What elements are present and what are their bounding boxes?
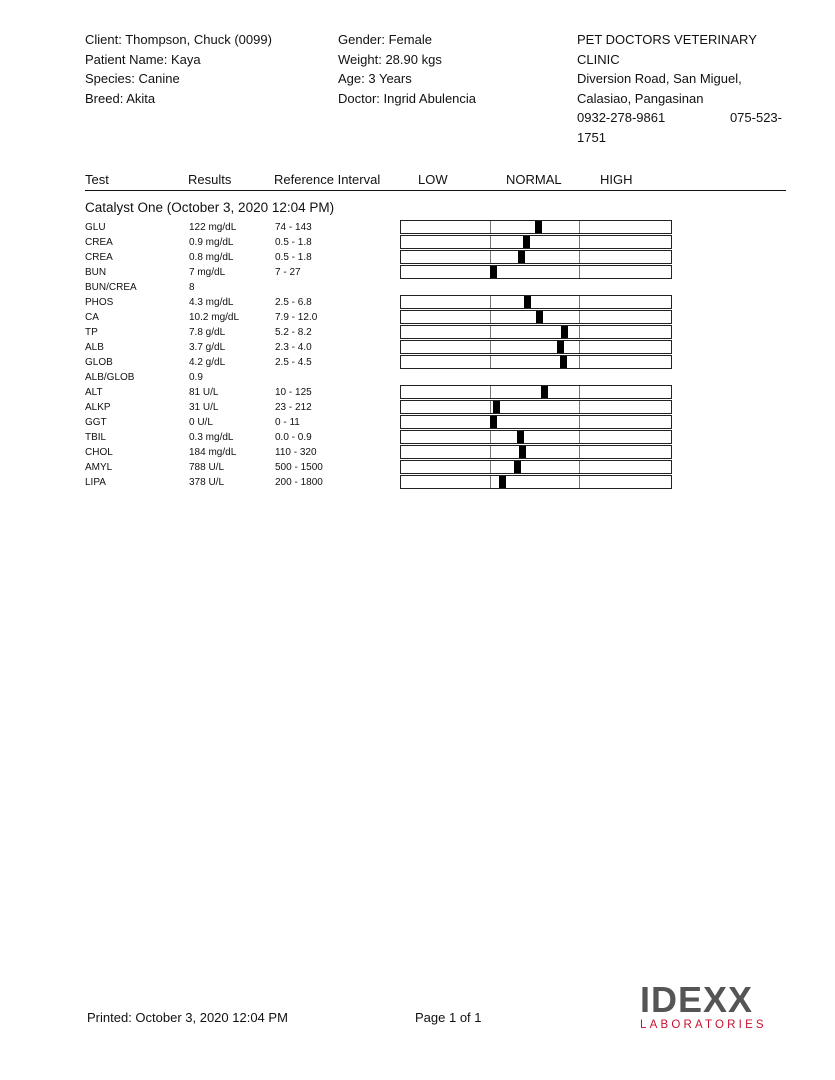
printed-date: Printed: October 3, 2020 12:04 PM [87, 1010, 288, 1025]
test-name: CA [85, 312, 99, 323]
client-name: Client: Thompson, Chuck (0099) [85, 32, 272, 47]
gauge-marker [535, 221, 542, 233]
header-high: HIGH [600, 172, 633, 187]
test-name: ALB [85, 342, 104, 353]
table-row [85, 265, 685, 280]
table-row [85, 310, 685, 325]
gauge-marker [523, 236, 530, 248]
range-gauge [400, 415, 672, 429]
reference-interval: 0.5 - 1.8 [275, 237, 312, 248]
range-gauge [400, 430, 672, 444]
reference-interval: 5.2 - 8.2 [275, 327, 312, 338]
header-low: LOW [418, 172, 448, 187]
gauge-high-divider [579, 461, 580, 473]
results-table-header [85, 172, 786, 191]
gauge-high-divider [579, 386, 580, 398]
table-row [85, 325, 685, 340]
gauge-high-divider [579, 326, 580, 338]
idexx-logo [640, 979, 790, 1033]
reference-interval: 2.5 - 6.8 [275, 297, 312, 308]
test-result: 0.9 [189, 372, 203, 383]
reference-interval: 23 - 212 [275, 402, 312, 413]
test-name: PHOS [85, 297, 114, 308]
gauge-high-divider [579, 311, 580, 323]
logo-wordmark: IDEXX [640, 979, 754, 1020]
weight: Weight: 28.90 kgs [338, 51, 442, 67]
clinic-phone-2-part1: 075-523- [729, 110, 782, 125]
reference-interval: 2.3 - 4.0 [275, 342, 312, 353]
reference-interval: 10 - 125 [275, 387, 312, 398]
test-result: 122 mg/dL [189, 222, 237, 233]
gauge-marker [490, 416, 497, 428]
test-name: AMYL [85, 462, 113, 473]
table-row [85, 430, 685, 445]
gauge-marker [499, 476, 506, 488]
test-name: TP [85, 327, 98, 338]
table-row [85, 280, 685, 295]
header-test: Test [85, 172, 109, 187]
test-result: 7 mg/dL [189, 267, 226, 278]
range-gauge [400, 295, 672, 309]
gauge-low-divider [490, 476, 491, 488]
gauge-low-divider [490, 431, 491, 443]
gauge-high-divider [579, 341, 580, 353]
age: Age: 3 Years [338, 71, 412, 86]
gauge-high-divider [579, 431, 580, 443]
test-result: 4.3 mg/dL [189, 297, 234, 308]
patient-name: Patient Name: Kaya [85, 51, 201, 67]
range-gauge [400, 310, 672, 324]
gauge-high-divider [579, 221, 580, 233]
test-name: TBIL [85, 432, 107, 443]
range-gauge [400, 265, 672, 279]
table-row [85, 355, 685, 370]
test-result: 184 mg/dL [189, 447, 237, 458]
clinic-address-line-1: Diversion Road, San Miguel, [577, 71, 742, 86]
test-name: ALB/GLOB [85, 372, 135, 383]
range-gauge [400, 220, 672, 234]
reference-interval: 7.9 - 12.0 [275, 312, 318, 323]
test-name: BUN [85, 267, 107, 278]
gauge-high-divider [579, 251, 580, 263]
gauge-high-divider [579, 401, 580, 413]
gauge-high-divider [579, 236, 580, 248]
reference-interval: 500 - 1500 [275, 462, 323, 473]
clinic-info [577, 30, 782, 147]
test-name: CREA [85, 237, 113, 248]
test-result: 31 U/L [189, 402, 219, 413]
logo-subtitle: LABORATORIES [640, 1019, 767, 1031]
clinic-name: PET DOCTORS VETERINARY CLINIC [577, 32, 757, 67]
test-result: 4.2 g/dL [189, 357, 226, 368]
header-normal: NORMAL [506, 172, 562, 187]
range-gauge [400, 340, 672, 354]
test-result: 378 U/L [189, 477, 225, 488]
test-name: BUN/CREA [85, 282, 137, 293]
patient-info [85, 30, 272, 108]
table-row [85, 445, 685, 460]
gauge-low-divider [490, 401, 491, 413]
gauge-low-divider [490, 461, 491, 473]
reference-interval: 7 - 27 [275, 267, 301, 278]
gauge-low-divider [490, 296, 491, 308]
gauge-marker [557, 341, 564, 353]
gauge-marker [514, 461, 521, 473]
test-result: 788 U/L [189, 462, 225, 473]
gauge-marker [518, 251, 525, 263]
test-name: LIPA [85, 477, 106, 488]
test-result: 8 [189, 282, 195, 293]
reference-interval: 0.0 - 0.9 [275, 432, 312, 443]
clinic-phone-1: 0932-278-9861 [577, 110, 666, 125]
patient-vitals [338, 30, 476, 108]
table-row [85, 235, 685, 250]
range-gauge [400, 355, 672, 369]
table-row [85, 250, 685, 265]
table-row [85, 460, 685, 475]
breed: Breed: Akita [85, 90, 156, 106]
gauge-high-divider [579, 476, 580, 488]
gauge-low-divider [490, 311, 491, 323]
clinic-phone-2-part2: 1751 [577, 129, 606, 145]
gauge-marker [493, 401, 500, 413]
gauge-high-divider [579, 446, 580, 458]
range-gauge [400, 250, 672, 264]
range-gauge [400, 400, 672, 414]
test-name: GLU [85, 222, 106, 233]
table-row [85, 370, 685, 385]
reference-interval: 74 - 143 [275, 222, 312, 233]
gauge-marker [490, 266, 497, 278]
gauge-high-divider [579, 296, 580, 308]
table-row [85, 295, 685, 310]
gauge-low-divider [490, 251, 491, 263]
gender: Gender: Female [338, 32, 432, 47]
gauge-marker [541, 386, 548, 398]
gauge-low-divider [490, 341, 491, 353]
table-row [85, 340, 685, 355]
test-result: 10.2 mg/dL [189, 312, 240, 323]
gauge-marker [517, 431, 524, 443]
range-gauge [400, 460, 672, 474]
test-name: GGT [85, 417, 107, 428]
reference-interval: 110 - 320 [275, 447, 317, 458]
range-gauge [400, 445, 672, 459]
test-result: 3.7 g/dL [189, 342, 226, 353]
doctor: Doctor: Ingrid Abulencia [338, 90, 477, 106]
reference-interval: 200 - 1800 [275, 477, 323, 488]
gauge-marker [519, 446, 526, 458]
table-row [85, 475, 685, 490]
table-row [85, 385, 685, 400]
gauge-low-divider [490, 326, 491, 338]
gauge-low-divider [490, 386, 491, 398]
results-table [85, 220, 685, 490]
table-row [85, 220, 685, 235]
test-name: CHOL [85, 447, 113, 458]
gauge-high-divider [579, 356, 580, 368]
test-result: 81 U/L [189, 387, 219, 398]
gauge-marker [524, 296, 531, 308]
gauge-high-divider [579, 266, 580, 278]
gauge-low-divider [490, 221, 491, 233]
test-name: CREA [85, 252, 113, 263]
gauge-marker [536, 311, 543, 323]
test-result: 0.9 mg/dL [189, 237, 234, 248]
gauge-marker [561, 326, 568, 338]
range-gauge [400, 235, 672, 249]
clinic-phones [577, 108, 782, 128]
test-result: 0 U/L [189, 417, 213, 428]
gauge-low-divider [490, 236, 491, 248]
reference-interval: 0 - 11 [275, 417, 300, 428]
table-row [85, 400, 685, 415]
page-number: Page 1 of 1 [415, 1010, 482, 1025]
range-gauge [400, 325, 672, 339]
gauge-marker [560, 356, 567, 368]
test-result: 7.8 g/dL [189, 327, 226, 338]
header-reference-interval: Reference Interval [274, 172, 381, 187]
species: Species: Canine [85, 71, 180, 86]
gauge-high-divider [579, 416, 580, 428]
test-result: 0.8 mg/dL [189, 252, 234, 263]
test-name: ALKP [85, 402, 111, 413]
reference-interval: 0.5 - 1.8 [275, 252, 312, 263]
table-row [85, 415, 685, 430]
header-results: Results [188, 172, 232, 187]
test-name: ALT [85, 387, 103, 398]
section-title: Catalyst One (October 3, 2020 12:04 PM) [85, 200, 335, 215]
range-gauge [400, 475, 672, 489]
test-result: 0.3 mg/dL [189, 432, 234, 443]
test-name: GLOB [85, 357, 113, 368]
gauge-low-divider [490, 446, 491, 458]
range-gauge [400, 385, 672, 399]
clinic-address-line-2: Calasiao, Pangasinan [577, 90, 704, 106]
reference-interval: 2.5 - 4.5 [275, 357, 312, 368]
gauge-low-divider [490, 356, 491, 368]
